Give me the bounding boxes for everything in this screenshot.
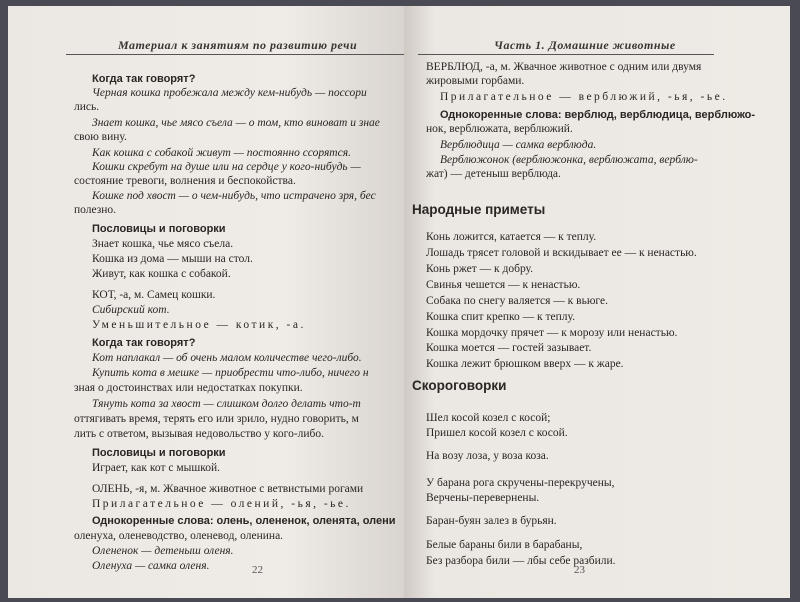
text-line: жировыми горбами. — [426, 75, 525, 87]
text-line: Кошки скребут на душе или на сердце у кого-нибудь — — [92, 161, 361, 173]
text-line: нок, верблюжата, верблюжий. — [426, 123, 573, 135]
text-line: Кошка мордочку прячет — к морозу или ненастью. — [426, 327, 678, 339]
text-line: Однокоренные слова: верблюд, верблюдица, верблюжо- — [440, 109, 756, 121]
page-number-left: 22 — [252, 564, 263, 576]
text-line: Прилагательное — верблюжий, -ья, -ье. — [440, 91, 728, 103]
text-line: Кошка лежит брюшком вверх — к жаре. — [426, 358, 624, 370]
text-line: Уменьшительное — котик, -а. — [92, 319, 306, 331]
text-line: жат) — детеныш верблюда. — [426, 168, 561, 180]
section-heading-tongue-twisters: Скороговорки — [412, 378, 507, 393]
text-line: Собака по снегу валяется — к вьюге. — [426, 295, 608, 307]
text-line: Пришел косой козел с косой. — [426, 427, 568, 439]
text-line: полезно. — [74, 204, 117, 216]
right-page — [404, 6, 790, 598]
text-line: Сибирский кот. — [92, 304, 170, 316]
text-line: Тянуть кота за хвост — слишком долго делать что-т — [92, 398, 361, 410]
text-line: Купить кота в мешке — приобрести что-либо, ничего н — [92, 367, 369, 379]
text-line: Однокоренные слова: олень, олененок, оленята, олени — [92, 515, 396, 527]
page-number-right: 23 — [574, 564, 585, 576]
text-line: Когда так говорят? — [92, 337, 196, 349]
text-line: Знает кошка, чье мясо съела — о том, кто виноват и знае — [92, 117, 380, 129]
text-line: Кошка моется — гостей зазывает. — [426, 342, 592, 354]
entry-verblyud: ВЕРБЛЮД, -а, м. Жвачное животное с одним или двумя — [426, 61, 702, 73]
text-line: состояние тревоги, волнения и беспокойства. — [74, 175, 296, 187]
text-line: Верблюжонок (верблюжонка, верблюжата, верблю- — [440, 154, 698, 166]
text-line: У барана рога скручены-перекручены, — [426, 477, 615, 489]
text-line: Конь ржет — к добру. — [426, 263, 534, 275]
text-line: оленуха, оленеводство, оленевод, оленина. — [74, 530, 284, 542]
entry-olen: ОЛЕНЬ, -я, м. Жвачное животное с ветвистыми рогами — [92, 483, 364, 495]
text-line: Верблюдица — самка верблюда. — [440, 139, 597, 151]
right-running-header: Часть 1. Домашние животные — [494, 38, 676, 52]
text-line: зная о достоинствах или недостатках покупки. — [74, 382, 303, 394]
text-line: оттягивать время, терять его или зрило, нудно говорить, м — [74, 413, 359, 425]
text-line: Черная кошка пробежала между кем-нибудь — поссори — [92, 87, 367, 99]
text-line: Баран-буян залез в бурьян. — [426, 515, 557, 527]
text-line: Конь ложится, катается — к теплу. — [426, 231, 597, 243]
left-running-header: Материал к занятиям по развитию речи — [118, 38, 358, 52]
text-line: Когда так говорят? — [92, 73, 196, 85]
text-line: Кошка спит крепко — к теплу. — [426, 311, 575, 323]
text-line: Олененок — детеныш оленя. — [92, 545, 234, 557]
text-line: Свинья чешется — к ненастью. — [426, 279, 581, 291]
entry-kot: КОТ, -а, м. Самец кошки. — [92, 289, 216, 301]
text-line: Кошке под хвост — о чем-нибудь, что истрачено зря, бес — [92, 190, 376, 202]
text-line: Оленуха — самка оленя. — [92, 560, 210, 572]
text-line: лись. — [74, 101, 100, 113]
text-line: На возу лоза, у воза коза. — [426, 450, 549, 462]
subheading-proverbs: Пословицы и поговорки — [92, 223, 226, 235]
text-line: Прилагательное — олений, -ья, -ье. — [92, 498, 351, 510]
text-line: свою вину. — [74, 131, 127, 143]
text-line: лить с ответом, вызывая недовольство у кого-либо. — [74, 428, 325, 440]
subheading-proverbs: Пословицы и поговорки — [92, 447, 226, 459]
text-line: Верчены-перевернены. — [426, 492, 540, 504]
section-heading-signs: Народные приметы — [412, 202, 546, 217]
text-line: Знает кошка, чье мясо съела. — [92, 238, 234, 250]
text-line: Кот наплакал — об очень малом количестве чего-либо. — [92, 352, 362, 364]
text-line: Играет, как кот с мышкой. — [92, 462, 220, 474]
left-header-rule — [66, 54, 404, 55]
text-line: Как кошка с собакой живут — постоянно ссорятся. — [92, 147, 351, 159]
text-line: Без разбора били — лбы себе разбили. — [426, 555, 616, 567]
left-page — [8, 6, 404, 598]
text-line: Лошадь трясет головой и вскидывает ее — к ненастью. — [426, 247, 697, 259]
right-header-rule — [418, 54, 714, 55]
text-line: Живут, как кошка с собакой. — [92, 268, 231, 280]
text-line: Кошка из дома — мыши на стол. — [92, 253, 253, 265]
text-line: Шел косой козел с косой; — [426, 412, 551, 424]
text-line: Белые бараны били в барабаны, — [426, 539, 583, 551]
